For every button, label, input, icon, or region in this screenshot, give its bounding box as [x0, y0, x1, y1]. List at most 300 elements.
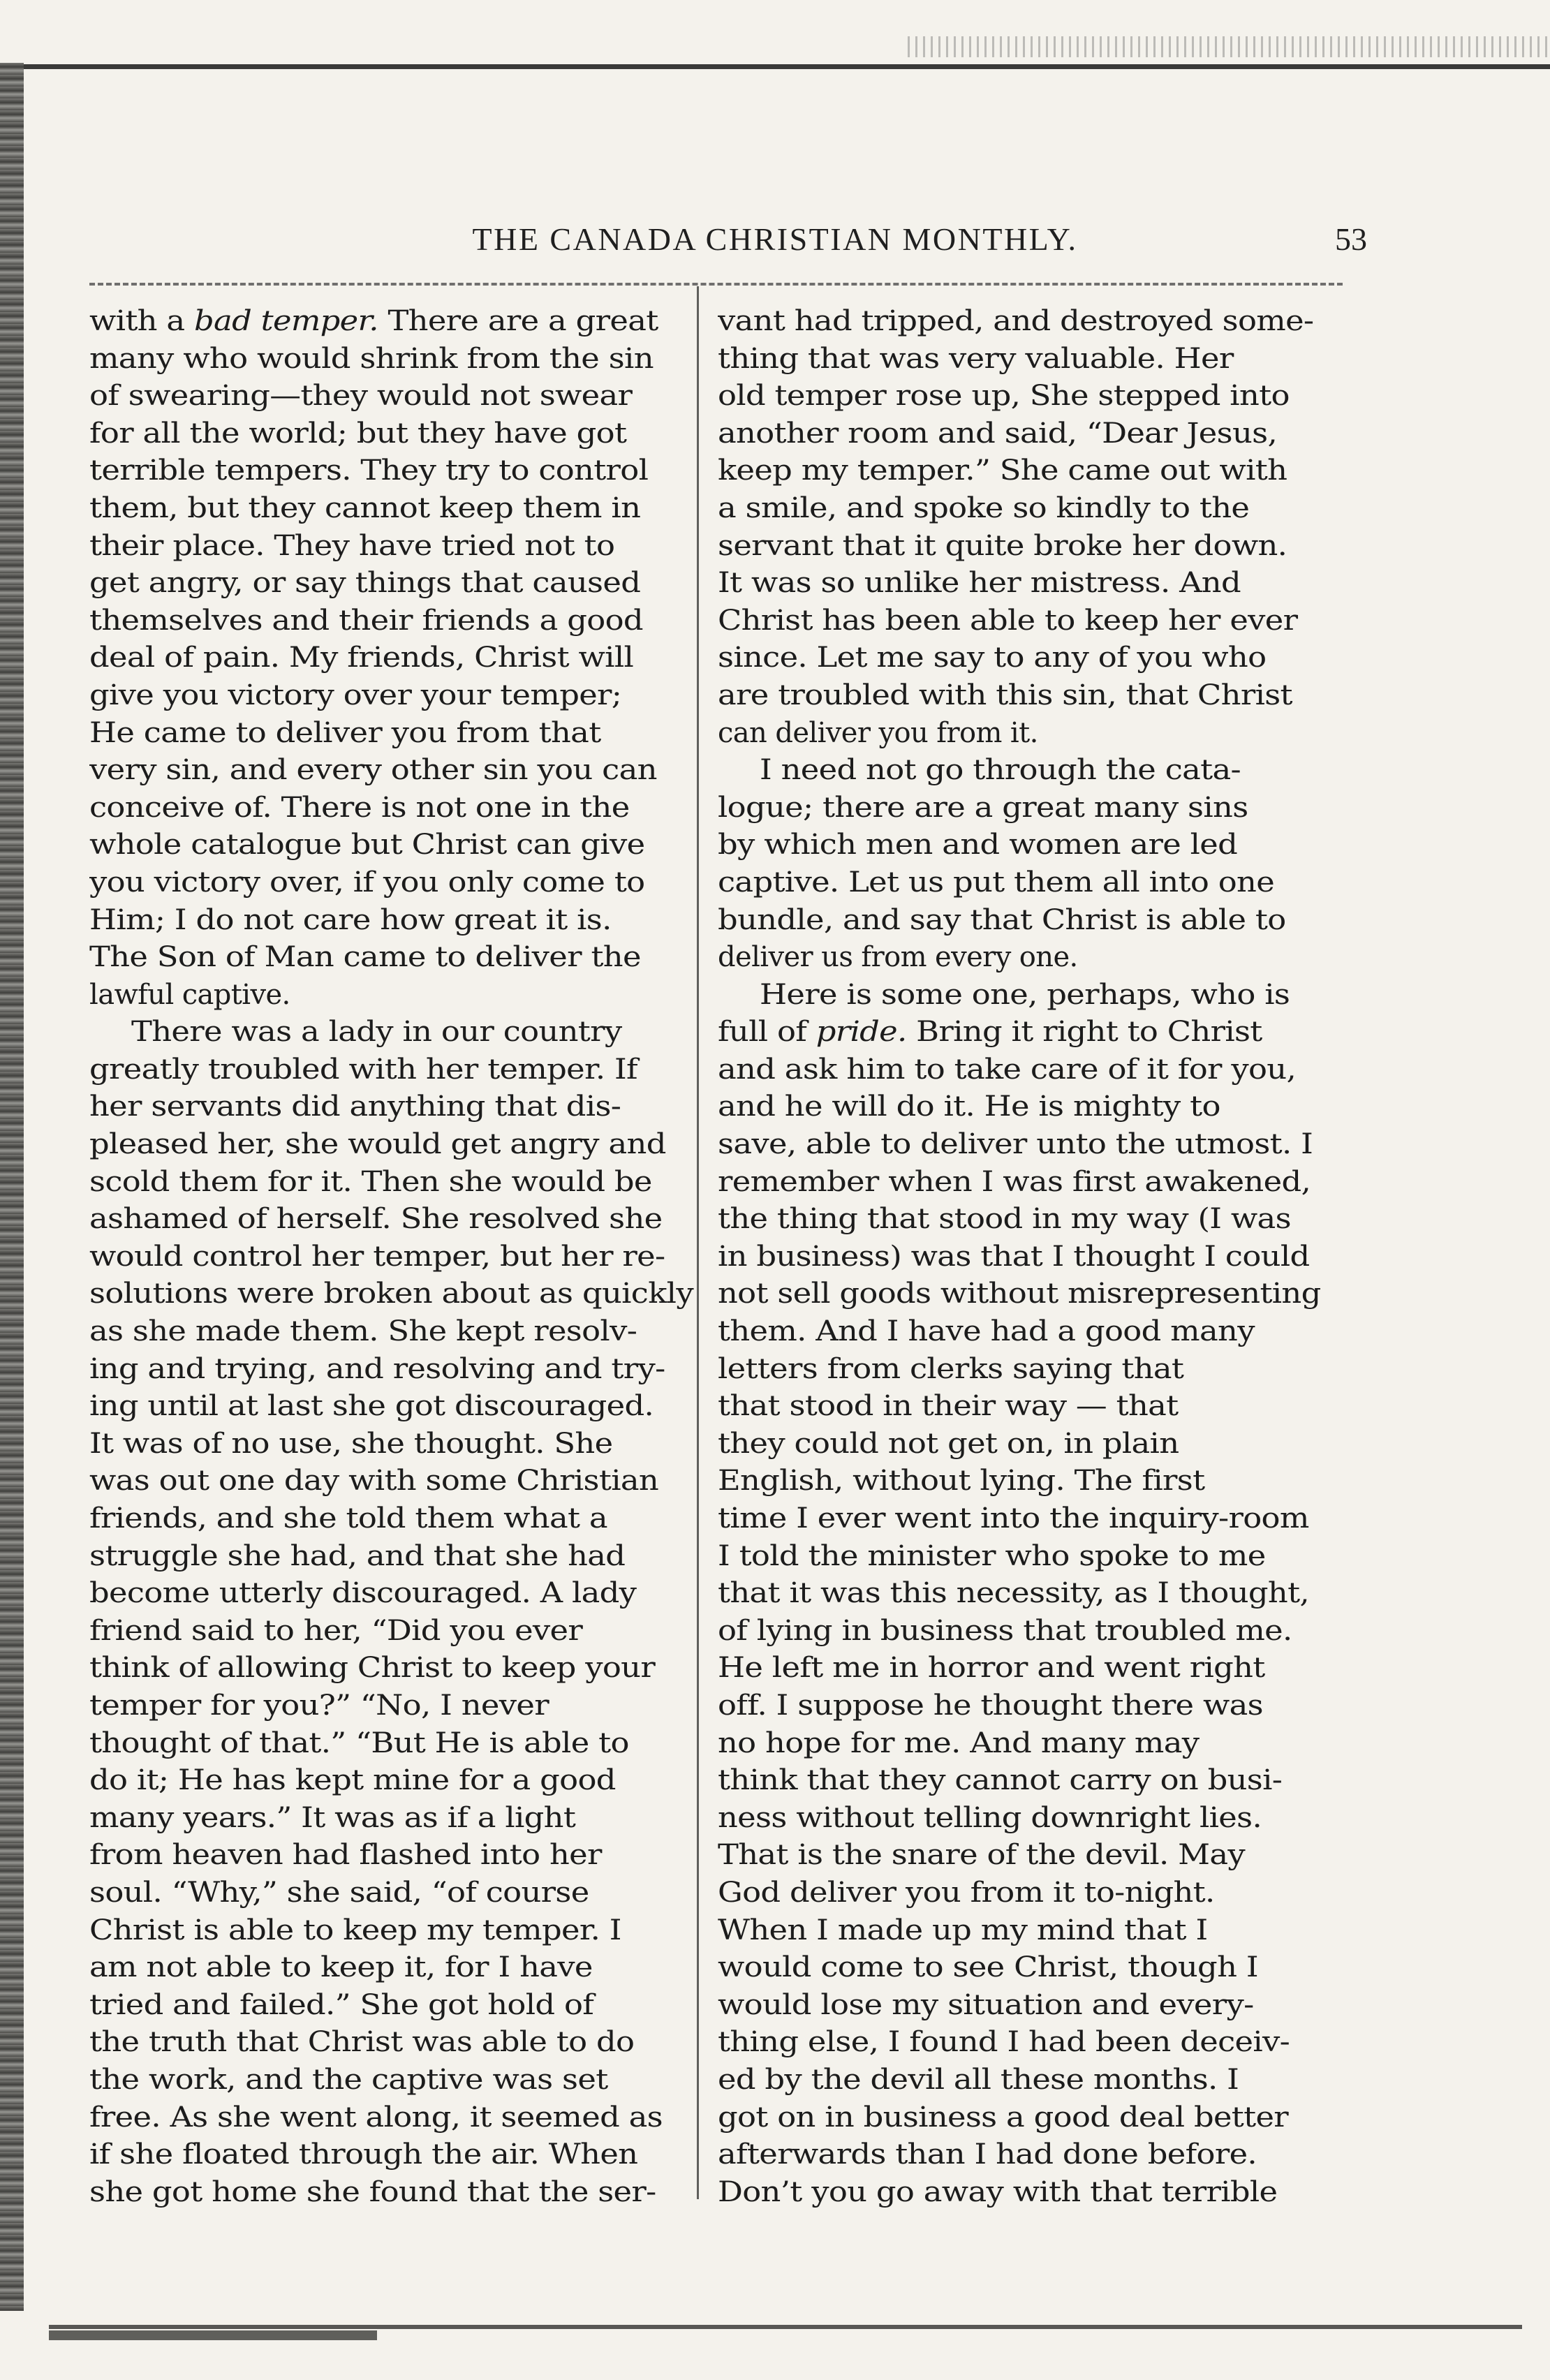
text-run: and ask him to take care of it for you, — [718, 1053, 1297, 1086]
text-line — [718, 1500, 1322, 1538]
text-run: think of allowing Christ to keep your — [89, 1652, 656, 1685]
text-line — [718, 1725, 1322, 1763]
text-run: afterwards than I had done before. — [718, 2138, 1257, 2171]
text-line-content — [89, 1426, 612, 1463]
text-line — [718, 2136, 1322, 2174]
text-line-content — [718, 640, 1266, 677]
text-run: servant that it quite broke her down. — [718, 529, 1287, 562]
text-line — [89, 1051, 694, 1089]
text-run: was out one day with some Christian — [89, 1465, 659, 1498]
text-line-content — [89, 1725, 629, 1763]
text-line — [89, 1351, 694, 1389]
text-line — [718, 1538, 1322, 1576]
text-line — [89, 1164, 694, 1202]
text-run: There was a lady in our country — [131, 1016, 622, 1049]
text-run: English, without lying. The first — [718, 1465, 1205, 1498]
text-run: scold them for it. Then she would be — [89, 1165, 652, 1198]
text-run: remember when I was first awakened, — [718, 1165, 1311, 1198]
text-line-content — [89, 1875, 589, 1912]
text-line — [718, 565, 1322, 603]
text-line-content — [718, 490, 1249, 528]
text-line — [718, 1687, 1322, 1725]
text-line — [89, 790, 694, 827]
text-line-content — [89, 1463, 658, 1500]
text-run: Him; I do not care how great it is. — [89, 903, 612, 936]
text-run: would come to see Christ, though I — [718, 1951, 1258, 1984]
text-run: thing else, I found I had been deceiv- — [718, 2026, 1290, 2059]
text-line — [89, 1875, 694, 1912]
text-line — [89, 1313, 694, 1351]
text-line — [89, 1201, 694, 1239]
text-line — [718, 939, 1322, 977]
text-line — [89, 939, 694, 977]
text-run: He came to deliver you from that — [89, 716, 601, 749]
text-line — [718, 1912, 1322, 1950]
text-line — [718, 1426, 1322, 1463]
text-line-content — [718, 1426, 1179, 1463]
text-line — [718, 303, 1322, 341]
text-line-content — [89, 2062, 608, 2099]
running-head — [0, 216, 1550, 265]
text-line-content — [718, 565, 1241, 603]
text-line-content — [89, 303, 658, 341]
text-line-content — [718, 864, 1274, 902]
header-rule — [89, 283, 1343, 286]
text-line — [89, 902, 694, 940]
text-run: lawful captive. — [89, 978, 290, 1011]
text-run: do it; He has kept mine for a good — [89, 1764, 616, 1797]
text-run: she got home she found that the ser- — [89, 2175, 656, 2208]
text-line — [718, 603, 1322, 640]
text-run: they could not get on, in plain — [718, 1427, 1179, 1460]
text-line — [89, 2062, 694, 2099]
text-run: logue; there are a great many sins — [718, 791, 1248, 824]
text-run: since. Let me say to any of you who — [718, 642, 1267, 674]
text-line-content — [89, 752, 657, 790]
column-divider — [697, 286, 699, 2199]
text-run: the truth that Christ was able to do — [89, 2026, 635, 2059]
bottom-ink-mark — [49, 2330, 377, 2340]
text-line — [718, 1126, 1322, 1164]
text-run: are troubled with this sin, that Christ — [718, 679, 1292, 711]
text-run: free. As she went along, it seemed as — [89, 2101, 663, 2134]
text-run: a smile, and spoke so kindly to the — [718, 491, 1250, 524]
text-run: temper for you?” “No, I never — [89, 1689, 549, 1722]
binding-edge-shadow — [0, 63, 24, 2311]
text-line — [89, 2174, 694, 2212]
text-line-content — [89, 1575, 636, 1613]
text-line — [718, 1014, 1322, 1051]
text-line — [718, 2062, 1322, 2099]
text-line — [718, 1164, 1322, 1202]
text-line — [718, 1351, 1322, 1389]
text-line-content — [718, 1051, 1296, 1089]
text-line — [718, 1388, 1322, 1426]
text-run: you victory over, if you only come to — [89, 866, 645, 899]
text-line-content — [89, 2099, 663, 2137]
text-line-content — [89, 1687, 549, 1725]
text-line — [89, 1014, 694, 1051]
text-line-content — [89, 415, 626, 453]
text-line — [89, 1949, 694, 1987]
text-line-content — [718, 2174, 1277, 2212]
running-title: THE CANADA CHRISTIAN MONTHLY. — [472, 221, 1078, 257]
text-line-content — [89, 528, 614, 566]
text-line-content — [131, 1014, 622, 1051]
text-run: The Son of Man came to deliver the — [89, 941, 641, 974]
text-line-content — [718, 1538, 1266, 1576]
text-line-content — [89, 640, 633, 677]
text-line-content — [718, 1201, 1291, 1239]
text-line-content — [718, 528, 1287, 566]
text-run: ing and trying, and resolving and try- — [89, 1352, 665, 1385]
text-line — [89, 1725, 694, 1763]
text-line — [718, 790, 1322, 827]
text-run: if she floated through the air. When — [89, 2138, 638, 2171]
text-line — [89, 565, 694, 603]
text-run: whole catalogue but Christ can give — [89, 829, 645, 862]
text-line — [718, 1276, 1322, 1313]
text-line — [89, 303, 694, 341]
text-line — [718, 1650, 1322, 1687]
text-line — [718, 864, 1322, 902]
text-line — [89, 827, 694, 864]
text-line-content — [89, 341, 654, 378]
text-line-content — [89, 827, 644, 864]
text-line — [718, 677, 1322, 715]
text-line-content — [89, 1987, 593, 2025]
text-line-content — [718, 827, 1237, 864]
text-run: get angry, or say things that caused — [89, 567, 641, 600]
text-run: got on in business a good deal better — [718, 2101, 1289, 2134]
text-line — [718, 2024, 1322, 2062]
text-run: When I made up my mind that I — [718, 1914, 1208, 1946]
text-line-content — [718, 1912, 1207, 1950]
text-run: them, but they cannot keep them in — [89, 491, 641, 524]
text-line-content — [718, 378, 1290, 415]
text-line-content — [89, 1500, 607, 1538]
text-line-content — [89, 1164, 652, 1202]
text-line — [89, 1912, 694, 1950]
text-line — [718, 528, 1322, 566]
text-run: deliver us from every one. — [718, 941, 1078, 974]
text-line — [718, 415, 1322, 453]
text-run: ness without telling downright lies. — [718, 1801, 1262, 1834]
text-line — [89, 1088, 694, 1126]
text-line-content — [718, 1088, 1220, 1126]
text-run: become utterly discouraged. A lady — [89, 1577, 637, 1610]
text-run: struggle she had, and that she had — [89, 1539, 626, 1572]
text-run: There are a great — [378, 305, 658, 337]
text-line — [718, 1987, 1322, 2025]
text-line-content — [718, 1687, 1263, 1725]
text-line-content — [718, 2136, 1257, 2174]
text-line-content — [718, 603, 1297, 640]
text-line — [718, 1613, 1322, 1650]
text-line-content — [89, 939, 641, 977]
text-line-content — [89, 1762, 616, 1800]
text-run: ed by the devil all these months. I — [718, 2063, 1239, 2096]
text-line-content — [718, 1463, 1204, 1500]
text-run: tried and failed.” She got hold of — [89, 1988, 594, 2021]
text-line-content — [89, 902, 612, 940]
text-run: old temper rose up, She stepped into — [718, 380, 1290, 413]
text-line — [89, 2136, 694, 2174]
text-line — [718, 1051, 1322, 1089]
text-line-content — [89, 2136, 637, 2174]
text-line — [89, 1388, 694, 1426]
text-line-content — [760, 977, 1290, 1014]
text-line — [89, 378, 694, 415]
text-run: by which men and women are led — [718, 829, 1238, 862]
text-run: no hope for me. And many may — [718, 1727, 1200, 1759]
text-line-content — [89, 1239, 665, 1276]
text-run: and he will do it. He is mighty to — [718, 1091, 1220, 1123]
text-line — [89, 1687, 694, 1725]
text-line-content — [718, 1313, 1255, 1351]
text-run: vant had tripped, and destroyed some- — [718, 305, 1314, 337]
text-line-content — [718, 1613, 1292, 1650]
italic-phrase: pride. — [815, 1016, 907, 1049]
text-line — [89, 1276, 694, 1313]
text-line — [718, 1800, 1322, 1838]
text-line-content — [89, 1313, 637, 1351]
text-run: their place. They have tried not to — [89, 529, 615, 562]
text-line — [89, 1126, 694, 1164]
text-run: many who would shrink from the sin — [89, 342, 654, 375]
text-line-content — [718, 303, 1313, 341]
text-line-content — [89, 1650, 655, 1687]
text-line — [718, 827, 1322, 864]
text-run: think that they cannot carry on busi- — [718, 1764, 1283, 1797]
text-run: of swearing—they would not swear — [89, 380, 633, 413]
top-border-rule — [24, 64, 1550, 69]
text-line-content — [718, 1126, 1313, 1164]
text-run: with a — [89, 305, 195, 337]
text-line — [718, 715, 1322, 753]
text-run: them. And I have had a good many — [718, 1315, 1255, 1348]
text-run: That is the snare of the devil. May — [718, 1839, 1246, 1872]
text-line — [89, 528, 694, 566]
text-run: Don’t you go away with that terrible — [718, 2175, 1278, 2208]
text-run: give you victory over your temper; — [89, 679, 622, 711]
text-line-content — [89, 1800, 575, 1838]
text-line-content — [718, 2099, 1288, 2137]
text-line — [718, 490, 1322, 528]
text-line — [718, 2174, 1322, 2212]
text-line — [718, 1201, 1322, 1239]
text-line-content — [718, 1014, 1262, 1051]
text-run: very sin, and every other sin you can — [89, 754, 657, 787]
text-run: not sell goods without misrepresenting — [718, 1278, 1321, 1310]
text-line-content — [89, 864, 644, 902]
text-run: her servants did anything that dis- — [89, 1091, 621, 1123]
text-run: am not able to keep it, for I have — [89, 1951, 593, 1984]
text-line-content — [718, 2062, 1239, 2099]
text-run: the work, and the captive was set — [89, 2063, 608, 2096]
text-line-content — [89, 1088, 621, 1126]
text-line — [89, 1500, 694, 1538]
italic-phrase: bad temper. — [194, 305, 378, 337]
text-line — [718, 1949, 1322, 1987]
text-line — [89, 341, 694, 378]
text-line — [89, 2099, 694, 2137]
text-run: solutions were broken about as quickly — [89, 1278, 693, 1310]
text-line-content — [89, 1388, 654, 1426]
text-line-content — [718, 1725, 1199, 1763]
text-run: It was of no use, she thought. She — [89, 1427, 613, 1460]
text-line — [718, 1837, 1322, 1875]
text-line — [718, 1762, 1322, 1800]
text-line — [89, 490, 694, 528]
text-line-content — [718, 1388, 1179, 1426]
text-line — [718, 2099, 1322, 2137]
text-run: thing that was very valuable. Her — [718, 342, 1234, 375]
text-line — [89, 1800, 694, 1838]
text-line — [718, 1239, 1322, 1276]
text-line-content — [718, 1351, 1183, 1389]
text-line-content — [718, 677, 1292, 715]
text-run: letters from clerks saying that — [718, 1352, 1184, 1385]
text-line — [89, 1463, 694, 1500]
text-run: off. I suppose he thought there was — [718, 1689, 1264, 1722]
text-line — [89, 1650, 694, 1687]
text-run: deal of pain. My friends, Christ will — [89, 642, 634, 674]
text-line-content — [718, 790, 1248, 827]
text-line — [718, 977, 1322, 1014]
text-line — [718, 1313, 1322, 1351]
text-run: soul. “Why,” she said, “of course — [89, 1876, 589, 1909]
text-line — [89, 1762, 694, 1800]
text-run: for all the world; but they have got — [89, 417, 627, 450]
text-line — [89, 977, 694, 1014]
text-run: the thing that stood in my way (I was — [718, 1203, 1291, 1236]
text-line — [718, 452, 1322, 490]
text-line-content — [718, 1239, 1309, 1276]
text-line-content — [89, 378, 632, 415]
text-run: conceive of. There is not one in the — [89, 791, 630, 824]
text-line — [89, 452, 694, 490]
text-run: save, able to deliver unto the utmost. I — [718, 1128, 1313, 1161]
text-run: He left me in horror and went right — [718, 1652, 1265, 1685]
text-run: God deliver you from it to-night. — [718, 1876, 1215, 1909]
text-run: in business) was that I thought I could — [718, 1240, 1310, 1273]
text-line — [89, 1575, 694, 1613]
text-line-content — [718, 1949, 1258, 1987]
text-run: themselves and their friends a good — [89, 604, 643, 637]
text-line — [718, 1088, 1322, 1126]
text-line — [718, 1875, 1322, 1912]
text-line — [89, 640, 694, 677]
text-line-content — [89, 490, 640, 528]
text-line — [89, 1613, 694, 1650]
text-run: would control her temper, but her re- — [89, 1240, 665, 1273]
text-line-content — [718, 1875, 1215, 1912]
text-line-content — [718, 341, 1234, 378]
text-run: of lying in business that troubled me. — [718, 1614, 1292, 1647]
text-run: time I ever went into the inquiry-room — [718, 1502, 1309, 1535]
text-line-content — [718, 1276, 1321, 1313]
text-line-content — [718, 1987, 1254, 2025]
text-run: I told the minister who spoke to me — [718, 1539, 1266, 1572]
text-line — [89, 1239, 694, 1276]
text-run: as she made them. She kept resolv- — [89, 1315, 637, 1348]
text-line — [89, 603, 694, 640]
text-line-content — [89, 1051, 637, 1089]
text-run: Here is some one, perhaps, who is — [760, 978, 1290, 1011]
text-run: friend said to her, “Did you ever — [89, 1614, 583, 1647]
page-number: 53 — [1335, 221, 1367, 257]
text-line — [718, 1463, 1322, 1500]
text-run: Bring it right to Christ — [906, 1016, 1262, 1049]
text-line-content — [89, 1276, 693, 1313]
text-line-content — [89, 603, 643, 640]
text-run: ing until at last she got discouraged. — [89, 1390, 654, 1423]
text-line-content — [89, 1538, 625, 1576]
text-line-content — [89, 1201, 662, 1239]
text-line-content — [718, 1650, 1265, 1687]
text-run: would lose my situation and every- — [718, 1988, 1254, 2021]
text-line-content — [718, 415, 1277, 453]
text-line-content — [89, 1837, 602, 1875]
text-line — [718, 1575, 1322, 1613]
text-run: bundle, and say that Christ is able to — [718, 903, 1286, 936]
text-line — [89, 1538, 694, 1576]
left-text-column — [89, 303, 694, 2211]
text-run: Christ is able to keep my temper. I — [89, 1914, 621, 1946]
text-line-content — [718, 1164, 1311, 1202]
text-run: that stood in their way — that — [718, 1390, 1179, 1423]
text-run: can deliver you from it. — [718, 716, 1038, 749]
text-line-content — [718, 1762, 1282, 1800]
text-line-content — [760, 752, 1241, 790]
text-line-content — [89, 1949, 593, 1987]
text-run: another room and said, “Dear Jesus, — [718, 417, 1278, 450]
text-run: full of — [718, 1016, 816, 1049]
text-line-content — [718, 715, 1038, 753]
text-line-content — [718, 1500, 1309, 1538]
text-line — [718, 752, 1322, 790]
text-line-content — [89, 790, 630, 827]
text-line-content — [89, 715, 601, 753]
text-run: that it was this necessity, as I thought, — [718, 1577, 1309, 1610]
right-text-column — [718, 303, 1322, 2211]
text-run: greatly troubled with her temper. If — [89, 1053, 637, 1086]
text-line — [718, 341, 1322, 378]
text-run: Christ has been able to keep her ever — [718, 604, 1298, 637]
text-line-content — [89, 1613, 582, 1650]
text-line-content — [718, 1800, 1262, 1838]
text-line-content — [718, 1575, 1309, 1613]
text-line — [89, 752, 694, 790]
text-line — [89, 864, 694, 902]
scan-noise — [908, 36, 1550, 57]
text-line-content — [89, 2174, 656, 2212]
text-line-content — [89, 1351, 665, 1389]
text-line-content — [89, 1126, 666, 1164]
text-run: terrible tempers. They try to control — [89, 454, 649, 487]
text-line — [89, 1837, 694, 1875]
text-line-content — [89, 565, 640, 603]
text-line — [89, 1426, 694, 1463]
text-line-content — [89, 1912, 621, 1950]
text-run: from heaven had flashed into her — [89, 1839, 602, 1872]
text-run: captive. Let us put them all into one — [718, 866, 1275, 899]
bottom-border-rule — [49, 2325, 1522, 2329]
text-line-content — [718, 452, 1287, 490]
text-line-content — [89, 452, 648, 490]
text-line — [718, 378, 1322, 415]
